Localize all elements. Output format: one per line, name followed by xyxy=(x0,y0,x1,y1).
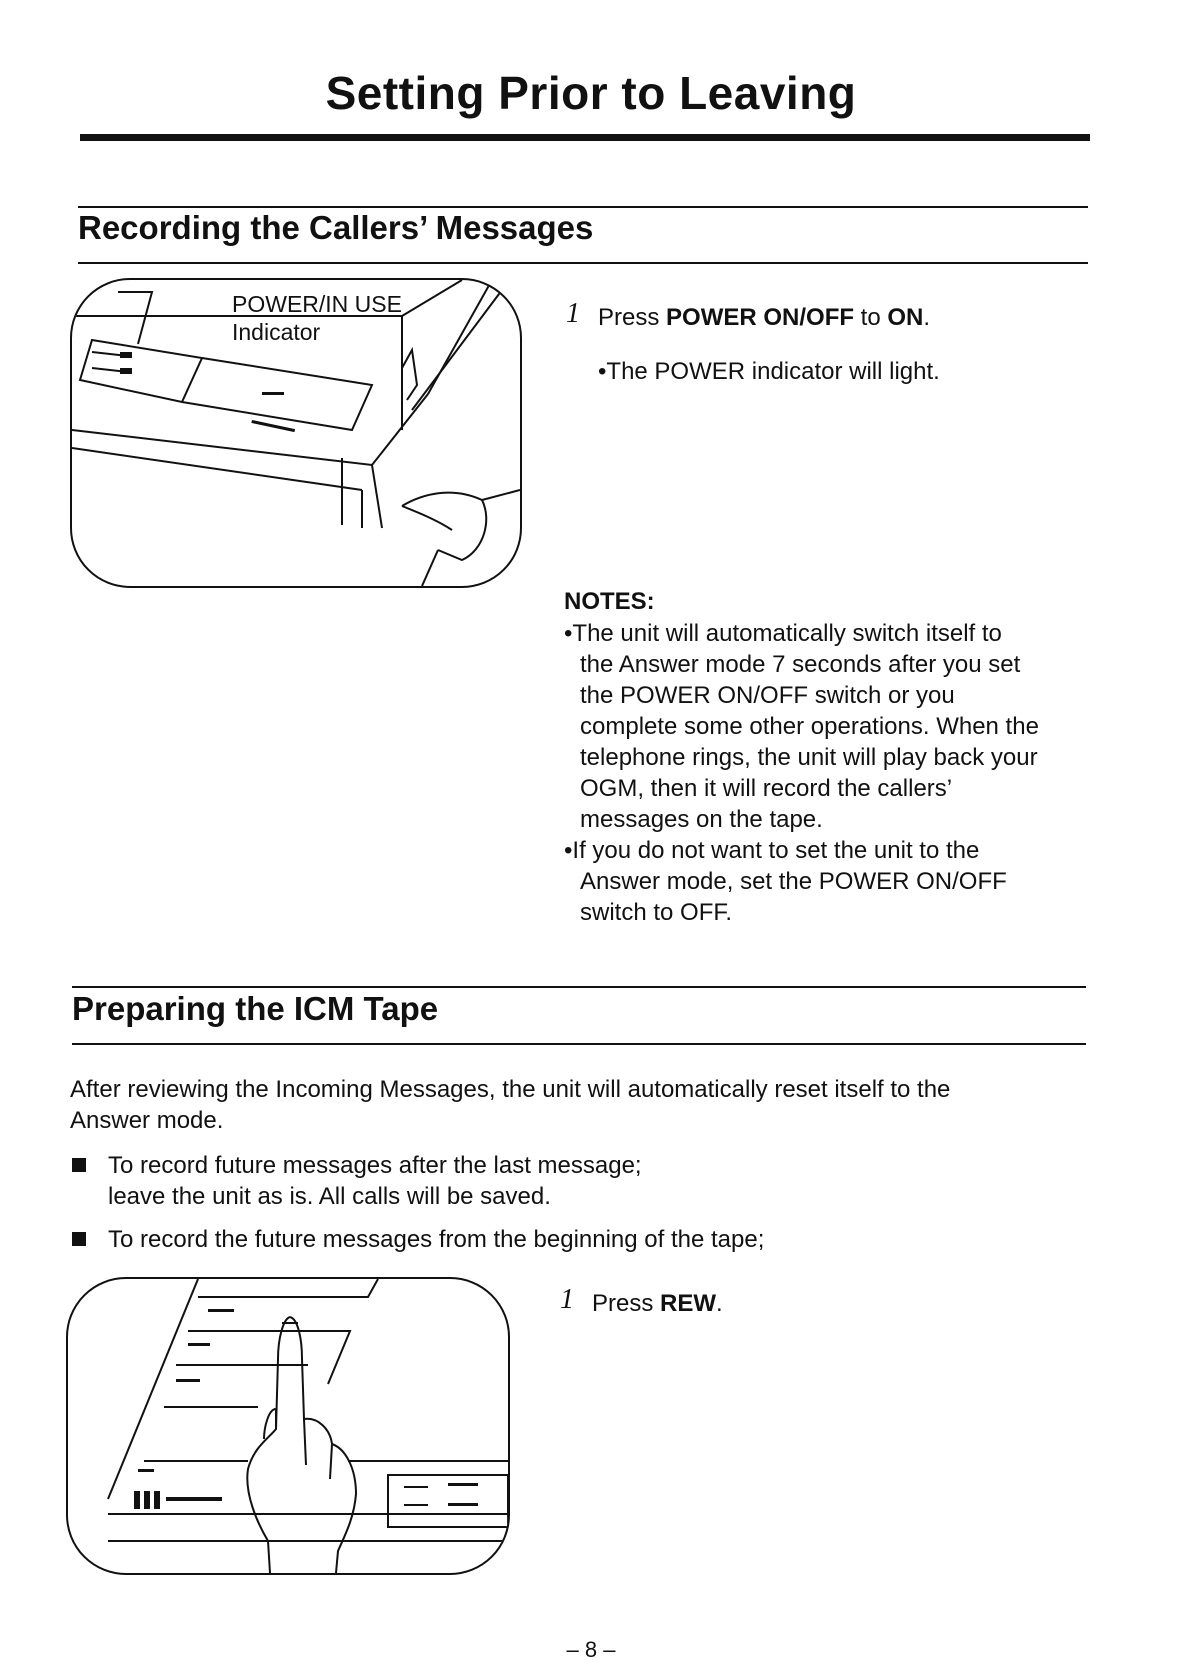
section2-step-number: 1 xyxy=(560,1284,574,1315)
bullet-square xyxy=(72,1158,86,1172)
notes-heading: NOTES: xyxy=(564,588,655,615)
power-onoff-label: POWER ON/OFF xyxy=(666,304,855,331)
page-title: Setting Prior to Leaving xyxy=(325,67,857,119)
step-text-post: . xyxy=(923,304,931,331)
note-line: OGM, then it will record the callers’ xyxy=(580,775,953,802)
step-text-pre: Press xyxy=(598,304,667,331)
section1-top-rule xyxy=(78,206,1088,208)
notes-list xyxy=(564,618,1039,928)
rew-label: REW xyxy=(660,1290,717,1317)
on-label: ON xyxy=(887,304,924,331)
section2-heading: Preparing the ICM Tape xyxy=(72,990,439,1027)
note-line: complete some other operations. When the xyxy=(580,713,1039,740)
item1-line2: leave the unit as is. All calls will be saved. xyxy=(108,1183,551,1210)
note-line: messages on the tape. xyxy=(580,806,823,833)
section1-bottom-rule xyxy=(78,262,1088,264)
answering-machine-rew-illustration xyxy=(66,1277,510,1575)
section1-step-number: 1 xyxy=(566,298,580,329)
step2-text-pre: Press xyxy=(592,1290,661,1317)
note-line: Answer mode, set the POWER ON/OFF xyxy=(580,868,1007,895)
section1-step-bullet: •The POWER indicator will light. xyxy=(598,358,940,385)
step2-text-post: . xyxy=(716,1290,723,1317)
step-text-mid: to xyxy=(854,304,888,331)
note-line: •The unit will automatically switch itself to xyxy=(564,620,1002,647)
power-in-use-callout-line1: POWER/IN USE xyxy=(232,291,402,317)
section2-intro-line1: After reviewing the Incoming Messages, the unit will automatically reset itself to the xyxy=(70,1076,951,1103)
note-line: switch to OFF. xyxy=(580,899,733,926)
power-in-use-callout-line2: Indicator xyxy=(232,319,321,345)
page-number: – 8 – xyxy=(566,1637,616,1662)
section2-bottom-rule xyxy=(72,1043,1086,1045)
section2-intro-line2: Answer mode. xyxy=(70,1107,224,1134)
section2-top-rule xyxy=(72,986,1086,988)
answering-machine-power-illustration xyxy=(70,278,522,588)
section1-step-text xyxy=(598,302,930,333)
title-rule xyxy=(80,134,1090,141)
note-line: •If you do not want to set the unit to the xyxy=(564,837,980,864)
section2-step-text xyxy=(592,1288,723,1319)
note-line: the POWER ON/OFF switch or you xyxy=(580,682,955,709)
note-line: telephone rings, the unit will play back your xyxy=(580,744,1038,771)
note-line: the Answer mode 7 seconds after you set xyxy=(580,651,1021,678)
section1-heading: Recording the Callers’ Messages xyxy=(78,209,594,246)
item2-line1: To record the future messages from the beginning of the tape; xyxy=(108,1226,765,1253)
rew-button-drawing xyxy=(68,1279,508,1573)
bullet-square xyxy=(72,1232,86,1246)
item1-line1: To record future messages after the last message; xyxy=(108,1152,642,1179)
